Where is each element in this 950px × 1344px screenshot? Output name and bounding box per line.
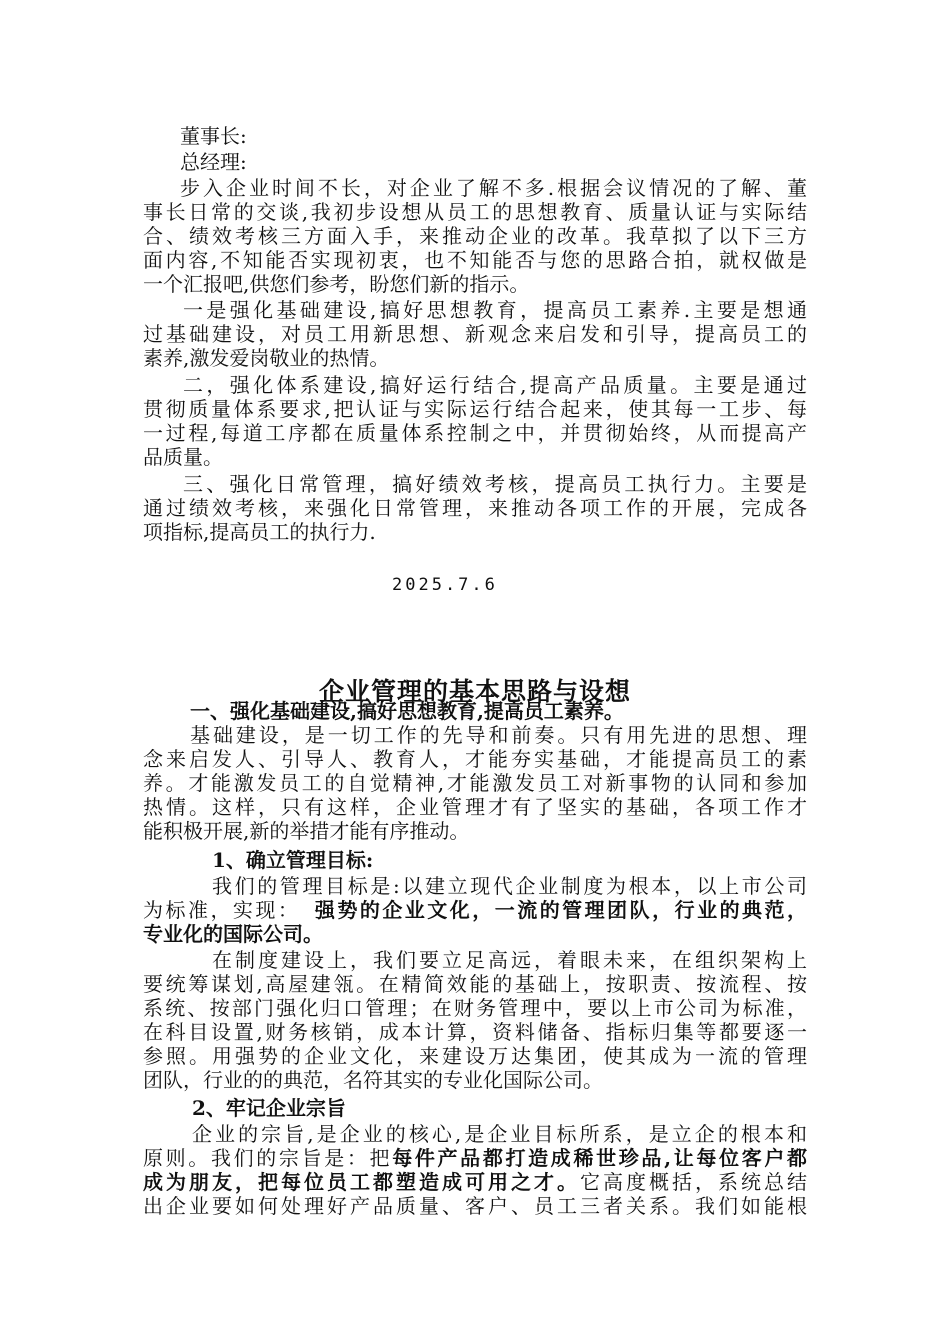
subsection-1-line-3: 专业化的国际公司。 [143, 922, 323, 946]
letter-p1-line-4: 面内容,不知能否实现初衷，也不知能否与您的思路合拍，就权做是 [143, 248, 807, 272]
subsection-2-line-2-bold: 每件产品都打造成稀世珍品,让每位客户都 [392, 1146, 807, 1170]
subsection-2-line-1: 企业的宗旨,是企业的核心,是企业目标所系，是立企的根本和 [192, 1122, 807, 1146]
subsection-2-line-4: 出企业要如何处理好产品质量、客户、员工三者关系。我们如能根 [143, 1194, 807, 1218]
subsection-2-line-3-bold: 成为朋友，把每位员工都塑造成可用之才。 [143, 1170, 580, 1194]
subsection-1-body2-line-3: 系统、按部门强化归口管理；在财务管理中，要以上市公司为标准， [143, 996, 807, 1020]
letter-p3-line-4: 品质量。 [143, 445, 223, 469]
section-1-heading: 一、强化基础建设,搞好思想教育,提高员工素养。 [190, 699, 624, 723]
subsection-1-body2-line-1: 在制度建设上，我们要立足高远，着眼未来，在组织架构上 [212, 948, 807, 972]
subsection-1-line-2-normal: 为标准，实现： [143, 898, 301, 922]
letter-p4-line-3: 项指标,提高员工的执行力. [143, 520, 376, 544]
letter-p2-line-2: 过基础建设，对员工用新思想、新观念来启发和引导，提高员工的 [143, 322, 807, 346]
subsection-1-body2-line-6: 团队，行业的的典范，名符其实的专业化国际公司。 [143, 1068, 603, 1092]
section-1-line-2: 念来启发人、引导人、教育人，才能夯实基础，才能提高员工的素 [143, 747, 807, 771]
subsection-2-line-2-normal: 原则。我们的宗旨是：把 [143, 1146, 393, 1170]
subsection-1-body2-line-5: 参照。用强势的企业文化，来建设万达集团，使其成为一流的管理 [143, 1044, 807, 1068]
letter-p1-line-5: 一个汇报吧,供您们参考，盼您们新的指示。 [143, 272, 530, 296]
subsection-1-line-2 [143, 898, 807, 922]
letter-date: 2025.7.6 [392, 575, 498, 595]
salutation-general-manager: 总经理: [180, 150, 247, 174]
subsection-1-heading: 1、确立管理目标: [212, 848, 374, 872]
subsection-1-line-1: 我们的管理目标是:以建立现代企业制度为根本，以上市公司 [212, 874, 807, 898]
letter-p1-line-1: 步入企业时间不长，对企业了解不多.根据会议情况的了解、董 [180, 176, 807, 200]
letter-p4-line-1: 三、强化日常管理，搞好绩效考核，提高员工执行力。主要是 [183, 472, 807, 496]
subsection-1-line-2-bold: 强势的企业文化，一流的管理团队，行业的典范， [312, 898, 808, 922]
letter-p2-line-1: 一是强化基础建设,搞好思想教育，提高员工素养.主要是想通 [183, 298, 807, 322]
salutation-chairman: 董事长: [180, 124, 247, 148]
letter-p3-line-1: 二，强化体系建设,搞好运行结合,提高产品质量。主要是通过 [183, 373, 807, 397]
letter-p1-line-3: 合、绩效考核三方面入手，来推动企业的改革。我草拟了以下三方 [143, 224, 807, 248]
letter-p2-line-3: 素养,激发爱岗敬业的热情。 [143, 346, 390, 370]
letter-p3-line-2: 贯彻质量体系要求,把认证与实际运行结合起来，使其每一工步、每 [143, 397, 807, 421]
section-1-line-4: 热情。这样，只有这样，企业管理才有了坚实的基础，各项工作才 [143, 795, 807, 819]
article-title: 企业管理的基本思路与设想 [318, 677, 631, 706]
letter-p3-line-3: 一过程,每道工序都在质量体系控制之中，并贯彻始终，从而提高产 [143, 421, 807, 445]
subsection-1-body2-line-4: 在科目设置,财务核销，成本计算，资料储备、指标归集等都要逐一 [143, 1020, 807, 1044]
letter-p1-line-2: 事长日常的交谈,我初步设想从员工的思想教育、质量认证与实际结 [143, 200, 807, 224]
section-1-line-1: 基础建设，是一切工作的先导和前奏。只有用先进的思想、理 [190, 723, 807, 747]
letter-p4-line-2: 通过绩效考核，来强化日常管理，来推动各项工作的开展，完成各 [143, 496, 807, 520]
subsection-2-heading: 2、牢记企业宗旨 [192, 1096, 346, 1120]
subsection-2-line-3 [143, 1170, 807, 1194]
section-1-line-5: 能积极开展,新的举措才能有序推动。 [143, 819, 470, 843]
subsection-2-line-3-normal: 它高度概括，系统总结 [580, 1170, 807, 1194]
subsection-1-body2-line-2: 要统筹谋划,高屋建瓴。在精简效能的基础上，按职责、按流程、按 [143, 972, 807, 996]
section-1-line-3: 养。才能激发员工的自觉精神,才能激发员工对新事物的认同和参加 [143, 771, 807, 795]
subsection-2-line-2 [143, 1146, 807, 1170]
